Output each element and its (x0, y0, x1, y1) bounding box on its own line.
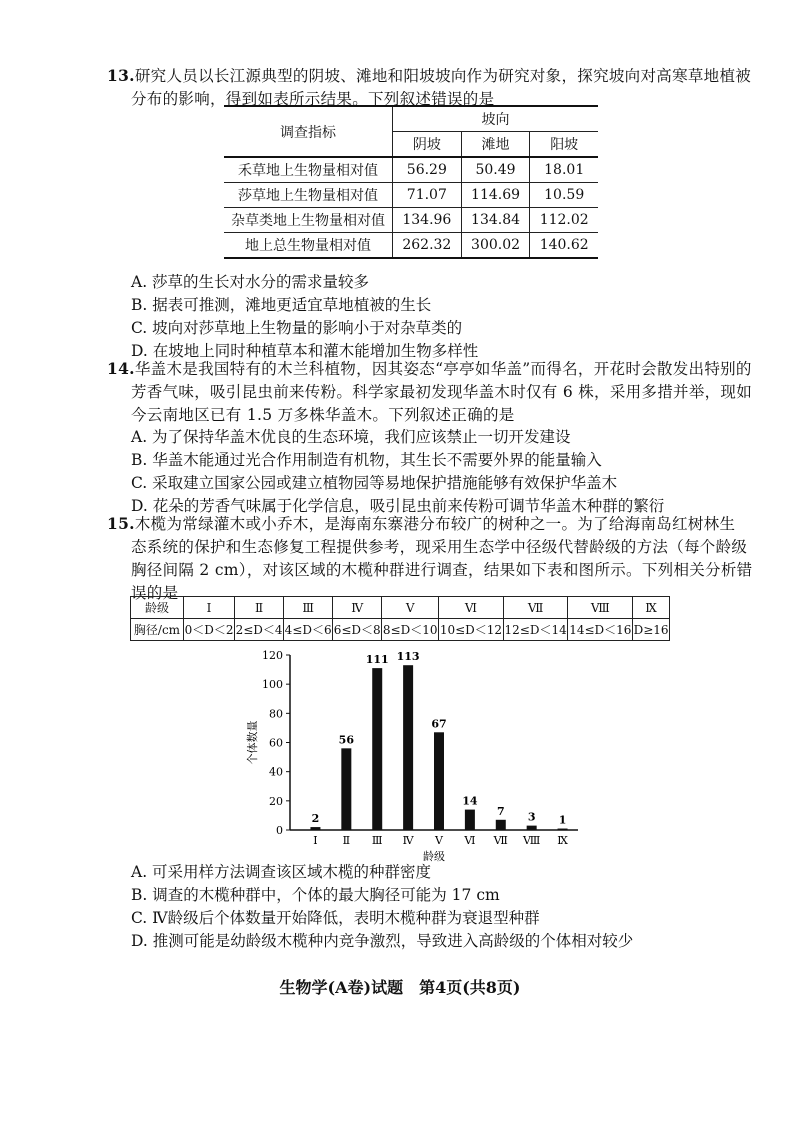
question-number: 14. (107, 359, 135, 378)
question-number: 13. (107, 66, 135, 85)
question-number: 15. (107, 514, 135, 533)
y-tick-label: 0 (276, 824, 283, 837)
bar (527, 826, 537, 830)
bar (372, 668, 382, 830)
bar (558, 829, 568, 831)
question-stem-line: 今云南地区已有 1.5 万多株华盖木。下列叙述正确的是 (131, 406, 515, 424)
table-header-group: 坡向 (393, 106, 599, 132)
bar-value-label: 111 (365, 653, 389, 667)
x-tick-label: Ⅲ (371, 834, 383, 847)
option-d[interactable]: D. 推测可能是幼龄级木榄种内竞争激烈，导致进入高龄级的个体相对较少 (131, 932, 634, 950)
table-cell: 10≤D＜12 (439, 619, 504, 641)
x-tick-label: Ⅳ (402, 834, 414, 847)
x-tick-label: Ⅰ (313, 834, 318, 847)
q14-options (131, 426, 664, 518)
question-stem-line: 木榄为常绿灌木或小乔木，是海南东寨港分布较广的树种之一。为了给海南岛红树林生 (134, 515, 736, 533)
bar (434, 732, 444, 830)
table-cell: Ⅰ (184, 597, 235, 619)
question-14 (107, 357, 752, 427)
question-stem-line: 态系统的保护和生态修复工程提供参考，现采用生态学中径级代替龄级的方法（每个龄级 (131, 538, 748, 556)
bar (403, 665, 413, 830)
table-cell: 14≤D＜16 (568, 619, 633, 641)
table-row (224, 233, 598, 259)
table-cell: Ⅳ (333, 597, 382, 619)
table-cell: 262.32 (393, 233, 462, 259)
table-row (224, 183, 598, 208)
x-tick-label: Ⅷ (523, 834, 541, 847)
question-stem-line: 胸径间隔 2 cm），对该区域的木榄种群进行调查，结果如下表和图所示。下列相关分析错 (131, 561, 753, 579)
bar-value-label: 14 (462, 794, 478, 808)
table-row (131, 619, 670, 641)
table-row-label: 胸径/cm (131, 619, 184, 641)
bar-value-label: 113 (396, 650, 420, 664)
table-row-label: 龄级 (131, 597, 184, 619)
bar (465, 810, 475, 830)
option-b[interactable]: B. 华盖木能通过光合作用制造有机物，其生长不需要外界的能量输入 (131, 451, 602, 469)
table-cell: 50.49 (461, 157, 530, 183)
x-tick-label: Ⅵ (464, 834, 476, 847)
table-cell: Ⅴ (382, 597, 439, 619)
table-cell: 12≤D＜14 (503, 619, 568, 641)
question-stem-line: 华盖木是我国特有的木兰科植物，因其姿态“亭亭如华盖”而得名，开花时会散发出特别的 (134, 360, 752, 378)
bar (496, 820, 506, 830)
table-cell: Ⅵ (439, 597, 504, 619)
table-cell: 134.96 (393, 208, 462, 233)
table-cell: Ⅶ (503, 597, 568, 619)
table-cell: 134.84 (461, 208, 530, 233)
option-d[interactable]: D. 花朵的芳香气味属于化学信息，吸引昆虫前来传粉可调节华盖木种群的繁衍 (131, 497, 665, 515)
table-cell: 112.02 (530, 208, 598, 233)
bar-value-label: 67 (431, 717, 447, 731)
table-cell: Ⅸ (633, 597, 670, 619)
option-a[interactable]: A. 可采用样方法调查该区域木榄的种群密度 (131, 863, 432, 881)
table-col-header: 阴坡 (393, 132, 462, 158)
question-13 (107, 64, 751, 111)
option-c[interactable]: C. 坡向对莎草地上生物量的影响小于对杂草类的 (131, 319, 463, 337)
table-cell: 18.01 (530, 157, 598, 183)
table-cell: 2≤D＜4 (235, 619, 284, 641)
bar (310, 827, 320, 830)
x-axis-label: 龄级 (423, 850, 445, 863)
x-tick-label: Ⅸ (557, 834, 568, 847)
x-tick-label: Ⅶ (493, 834, 508, 847)
table-row-label: 地上总生物量相对值 (224, 233, 393, 259)
slope-table (224, 105, 598, 259)
question-stem-line: 分布的影响，得到如表所示结果。下列叙述错误的是 (131, 90, 495, 108)
bar-value-label: 2 (311, 812, 320, 826)
table-cell: 0＜D＜2 (184, 619, 235, 641)
question-15 (107, 512, 752, 605)
bar-value-label: 1 (558, 813, 567, 827)
table-cell: Ⅲ (284, 597, 333, 619)
question-stem-line: 芳香气味，吸引昆虫前来传粉。科学家最初发现华盖木时仅有 6 株，采用多措并举，现如 (131, 383, 753, 401)
table-cell: 71.07 (393, 183, 462, 208)
y-tick-label: 120 (262, 649, 283, 662)
option-b[interactable]: B. 调查的木榄种群中，个体的最大胸径可能为 17 cm (131, 886, 500, 904)
bar-value-label: 3 (527, 810, 536, 824)
bar-value-label: 56 (338, 733, 354, 747)
table-row (131, 597, 670, 619)
table-row-label: 禾草地上生物量相对值 (224, 157, 393, 183)
option-c[interactable]: C. Ⅳ龄级后个体数量开始降低，表明木榄种群为衰退型种群 (131, 909, 540, 927)
option-c[interactable]: C. 采取建立国家公园或建立植物园等易地保护措施能够有效保护华盖木 (131, 474, 618, 492)
table-cell: 6≤D＜8 (333, 619, 382, 641)
x-tick-label: Ⅱ (342, 834, 351, 847)
age-class-table (130, 596, 670, 641)
table-col-header: 阳坡 (530, 132, 598, 158)
table-cell: 4≤D＜6 (284, 619, 333, 641)
table-row-label: 莎草地上生物量相对值 (224, 183, 393, 208)
q13-options (131, 271, 478, 363)
table-cell: Ⅱ (235, 597, 284, 619)
y-tick-label: 20 (269, 794, 283, 808)
table-cell: D≥16 (633, 619, 670, 641)
table-cell: 114.69 (461, 183, 530, 208)
table-cell: 8≤D＜10 (382, 619, 439, 641)
y-axis-label: 个体数量 (246, 720, 259, 765)
q15-options (131, 861, 633, 953)
y-tick-label: 60 (269, 736, 283, 750)
y-tick-label: 40 (269, 765, 283, 779)
table-col-header: 滩地 (461, 132, 530, 158)
option-d[interactable]: D. 在坡地上同时种植草本和灌木能增加生物多样性 (131, 342, 479, 360)
page-footer: 生物学(A卷)试题 第4页(共8页) (279, 978, 521, 997)
table-row-label: 杂草类地上生物量相对值 (224, 208, 393, 233)
x-tick-label: Ⅴ (435, 834, 443, 847)
y-tick-label: 80 (269, 707, 283, 721)
question-stem-line: 误的是 (131, 584, 179, 602)
table-cell: Ⅷ (568, 597, 633, 619)
table-cell: 140.62 (530, 233, 598, 259)
table-cell: 10.59 (530, 183, 598, 208)
option-a[interactable]: A. 为了保持华盖木优良的生态环境，我们应该禁止一切开发建设 (131, 428, 571, 446)
table-row (224, 157, 598, 183)
y-tick-label: 100 (262, 678, 283, 692)
table-header-index: 调查指标 (224, 106, 393, 157)
option-b[interactable]: B. 据表可推测，滩地更适宜草地植被的生长 (131, 296, 432, 314)
table-cell: 300.02 (461, 233, 530, 259)
question-stem-line: 研究人员以长江源典型的阴坡、滩地和阳坡坡向作为研究对象，探究坡向对高寒草地植被 (134, 67, 752, 85)
bar (341, 748, 351, 830)
age-class-bar-chart (240, 645, 590, 865)
bar-value-label: 7 (496, 804, 505, 818)
table-row (224, 208, 598, 233)
option-a[interactable]: A. 莎草的生长对水分的需求量较多 (131, 273, 370, 291)
table-cell: 56.29 (393, 157, 462, 183)
